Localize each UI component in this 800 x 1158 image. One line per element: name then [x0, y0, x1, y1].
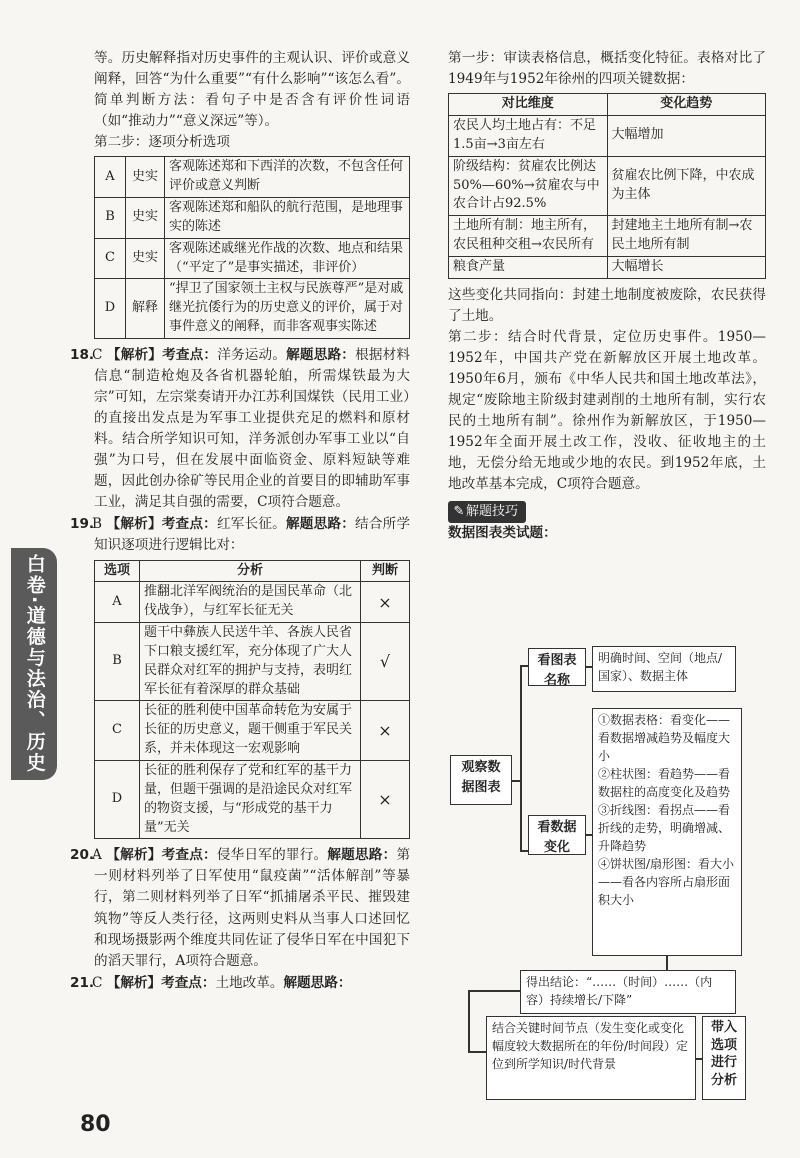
compare-dim: 土地所有制：地主所有，农民租种交租→农民所有	[449, 216, 608, 257]
q18-text: 根据材料信息“制造枪炮及各省机器轮舶，所需煤铁最为大宗”可知，左宗棠奏请开办江苏利国煤铁（民用工业）的直接出发点是为军事工业提供充足的燃料和原材料。结合所学知识可知，洋务派创办军事工业以“自强”为口号，但在发展中面临资金、原料短缺等难题，因此创办徐矿等民用企业的首要目的即辅助军事工业，满足其自强的需要，C项符合题意。	[94, 346, 411, 511]
q18-kp: 洋务运动。	[217, 346, 287, 363]
change-items-box	[592, 708, 742, 956]
q18-answer: C	[92, 346, 103, 363]
q18-tag: 【解析】	[106, 346, 163, 363]
page-number: 80	[80, 1112, 111, 1137]
q20-kp: 侵华日军的罪行。	[216, 847, 328, 864]
options-row	[95, 157, 410, 198]
q19-header-judge: 判断	[361, 560, 410, 582]
q19-kp: 红军长征。	[216, 516, 286, 533]
q19-analysis: 推翻北洋军阀统治的是国民革命（北伐战争），与红军长征无关	[140, 582, 361, 623]
q20-answer: A	[92, 847, 102, 864]
compare-table	[448, 93, 766, 279]
option-type: 史实	[126, 238, 165, 279]
q20-kp-label: 考查点：	[161, 847, 217, 864]
question-19	[70, 514, 411, 556]
q21-idea-label: 解题思路：	[283, 974, 352, 991]
compare-dim: 阶级结构：贫雇农比例达50%—60%→贫雇农与中农合计占92.5%	[449, 156, 608, 216]
step1-paragraph: 第一步：审读表格信息，概括变化特征。表格对比了1949年与1952年徐州的四项关键数据：	[448, 50, 766, 88]
change-item-4: ④饼状图/扇形图：看大小——看各内容所占扇形面积大小	[598, 857, 735, 907]
options-table	[94, 156, 410, 339]
flow-diagram	[448, 640, 778, 1110]
q19-table	[94, 560, 410, 840]
diagram-root: 观察数据图表	[450, 755, 512, 805]
question-18	[70, 345, 411, 514]
q19-judge: ×	[361, 701, 410, 761]
q20-text: 第一则材料列举了日军使用“鼠疫菌”“活体解剖”等暴行，第二则材料列举了日军“抓捕屠杀平民、摧毁建筑物”等反人类行径，这两则史料从当事人口述回忆和现场摄影两个维度共同佐证了侵华日军在中国犯下的滔天罪行，A项符合题意。	[94, 847, 411, 969]
compare-trend: 大幅增加	[607, 115, 766, 156]
q19-judge: ×	[361, 582, 410, 623]
change-item-1: ①数据表格：看变化——看数据增减趋势及幅度大小	[598, 713, 731, 763]
q20-tag: 【解析】	[106, 847, 162, 864]
compare-row	[449, 216, 766, 257]
q19-header-option: 选项	[95, 560, 140, 582]
read-desc-box: 明确时间、空间（地点/国家）、数据主体	[592, 646, 736, 692]
option-type: 史实	[126, 157, 165, 198]
left-column	[70, 48, 411, 994]
q19-option: B	[95, 623, 140, 701]
option-desc: 客观陈述郑和下西洋的次数，不包含任何评价或意义判断	[165, 157, 410, 198]
q19-analysis: 长征的胜利保存了党和红军的基干力量，但题干强调的是沿途民众对红军的物资支援，与“形成党的基干力量”无关	[140, 760, 361, 838]
key-icon: ✎	[453, 504, 465, 520]
connector	[468, 1051, 486, 1053]
options-row	[95, 279, 410, 339]
q19-analysis: 题干中彝族人民送牛羊、各族人民省下口粮支援红军，充分体现了广大人民群众对红军的拥护与支持，表明红军长征有着深厚的群众基础	[140, 623, 361, 701]
q18-number: 18.	[70, 346, 95, 363]
q19-idea-label: 解题思路：	[286, 516, 356, 533]
compare-trend: 封建地主土地所有制→农民土地所有制	[607, 216, 766, 257]
q21-tag: 【解析】	[106, 974, 162, 991]
right-column	[448, 48, 766, 545]
q19-option: C	[95, 701, 140, 761]
q19-row	[95, 760, 410, 838]
compare-dim: 农民人均土地占有：不足1.5亩→3亩左右	[449, 115, 608, 156]
q20-number: 20.	[70, 847, 95, 864]
step2-paragraph: 第二步：结合时代背景，定位历史事件。1950—1952年，中国共产党在新解放区开展土地改革。1950年6月，颁布《中华人民共和国土地改革法》，规定“废除地主阶级封建剥削的土地所有制，实行农民的土地所有制”。徐州作为新解放区，于1950—1952年全面开展土改工作，没收、征收地主的土地，无偿分给无地或少地的农民。到1952年底，土地改革基本完成，C项符合题意。	[448, 328, 766, 493]
q20-idea-label: 解题思路：	[327, 847, 397, 864]
q21-kp-label: 考查点：	[161, 974, 216, 991]
compare-dim: 粮食产量	[449, 256, 608, 278]
q19-analysis: 长征的胜利使中国革命转危为安属于长征的历史意义，题干侧重于军民关系，并未体现这一宏观影响	[140, 701, 361, 761]
q19-judge: ×	[361, 760, 410, 838]
connector	[520, 665, 528, 667]
options-row	[95, 198, 410, 239]
tip-title: 数据图表类试题：	[448, 525, 557, 542]
tip-badge	[448, 501, 526, 523]
q18-kp-label: 考查点：	[162, 346, 218, 363]
q19-kp-label: 考查点：	[161, 516, 217, 533]
q19-row	[95, 701, 410, 761]
q19-option: A	[95, 582, 140, 623]
question-20	[70, 845, 411, 971]
connector	[468, 990, 470, 1052]
option-desc: “捍卫了国家领土主权与民族尊严”是对戚继光抗倭行为的历史意义的评价，属于对事件意义的阐释，而非客观事实陈述	[165, 279, 410, 339]
q21-kp: 土地改革。	[215, 974, 284, 991]
q19-header-analysis: 分析	[140, 560, 361, 582]
step2-heading: 第二步：逐项分析选项	[94, 134, 230, 151]
option-type: 史实	[126, 198, 165, 239]
compare-header-trend: 变化趋势	[607, 94, 766, 116]
q19-judge: √	[361, 623, 410, 701]
q19-option: D	[95, 760, 140, 838]
option-type: 解释	[126, 279, 165, 339]
read-title-box: 看图表名称	[528, 648, 586, 686]
q18-idea-label: 解题思路：	[286, 346, 356, 363]
q19-row	[95, 623, 410, 701]
compare-row	[449, 156, 766, 216]
connector	[512, 780, 520, 782]
connector	[666, 956, 668, 970]
tip-badge-label: 解题技巧	[466, 504, 519, 520]
q21-number: 21.	[70, 974, 95, 991]
question-21	[70, 973, 410, 994]
option-desc: 客观陈述郑和船队的航行范围，是地理事实的陈述	[165, 198, 410, 239]
change-box: 看数据变化	[528, 815, 586, 855]
connector	[468, 990, 520, 992]
conclusion-box: 得出结论：“……（时间）……（内容）持续增长/下降”	[520, 970, 736, 1014]
option-letter: A	[95, 157, 126, 198]
compare-header-dim: 对比维度	[449, 94, 608, 116]
connector	[520, 850, 528, 852]
option-desc: 客观陈述戚继光作战的次数、地点和结果（“平定了”是事实描述，非评价）	[165, 238, 410, 279]
options-row	[95, 238, 410, 279]
option-letter: D	[95, 279, 126, 339]
q19-tag: 【解析】	[106, 516, 162, 533]
q19-answer: B	[92, 516, 102, 533]
compare-trend: 大幅增长	[607, 256, 766, 278]
locate-box: 结合关键时间节点（发生变化或变化幅度较大数据所在的年份/时间段）定位到所学知识/时代背景	[486, 1016, 696, 1100]
change-item-2: ②柱状图：看趋势——看数据柱的高度变化及趋势	[598, 767, 731, 799]
option-letter: C	[95, 238, 126, 279]
compare-trend: 贫雇农比例下降，中农成为主体	[607, 156, 766, 216]
option-letter: B	[95, 198, 126, 239]
q19-text: 结合所学知识逐项进行逻辑比对：	[94, 516, 411, 554]
q19-row	[95, 582, 410, 623]
compare-row	[449, 256, 766, 278]
intro-paragraph: 等。历史解释指对历史事件的主观认识、评价或意义阐释，回答“为什么重要”“有什么影响”“该怎么看”。简单判断方法：看句子中是否含有评价性词语（如“推动力”“意义深远”等）。	[94, 50, 410, 130]
analyze-box: 带入选项进行分析	[702, 1016, 746, 1100]
change-item-3: ③折线图：看拐点——看折线的走势，明确增减、升降趋势	[598, 803, 731, 853]
side-tab: 白卷·道德与法治、历史	[11, 548, 57, 780]
compare-row	[449, 115, 766, 156]
q19-number: 19.	[70, 516, 95, 533]
connector	[520, 665, 522, 850]
summary-paragraph: 这些变化共同指向：封建土地制度被废除，农民获得了土地。	[448, 286, 766, 324]
q21-answer: C	[92, 974, 103, 991]
